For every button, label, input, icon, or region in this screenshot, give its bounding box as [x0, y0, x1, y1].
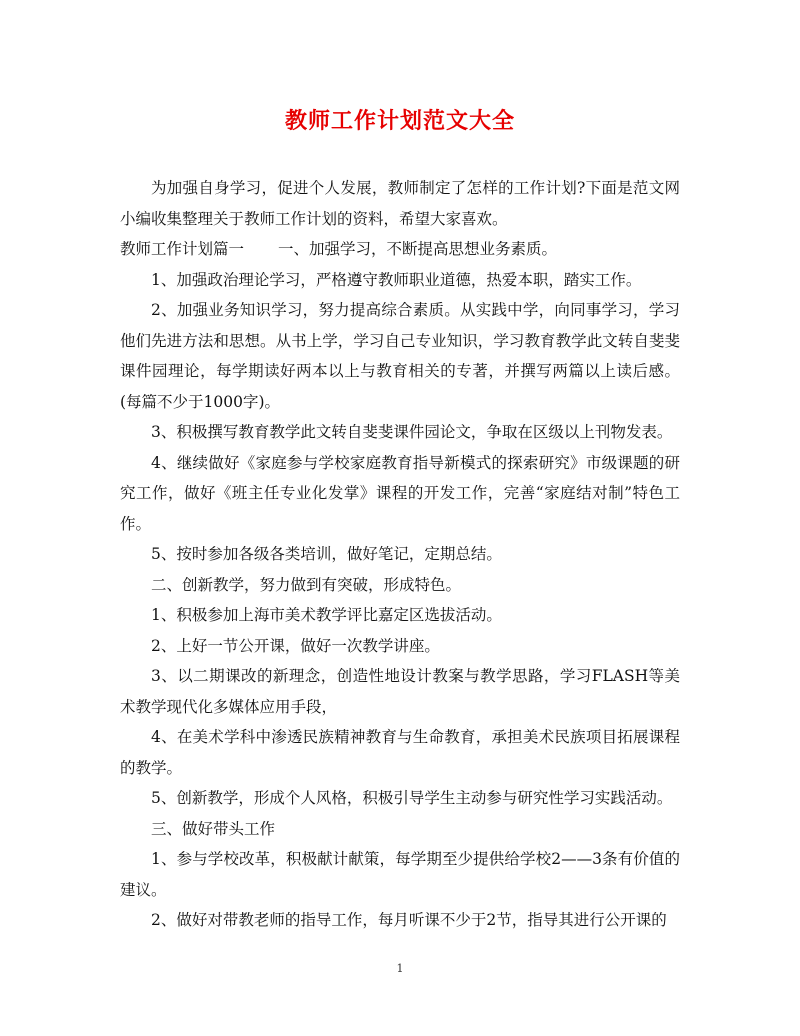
section-heading-line: [120, 234, 680, 265]
list-item: 2、上好一节公开课，做好一次教学讲座。: [151, 636, 440, 655]
list-item: 1、积极参加上海市美术教学评比嘉定区选拔活动。: [151, 606, 502, 624]
page-number: 1: [396, 962, 404, 975]
list-item: 2、加强业务知识学习，努力提高综合素质。从实践中学，向同事学习，学习他们先进方法和思想。从书上学，学习自己专业知识，学习教育教学此文转自斐斐课件园理论，每学期读好两本以上与教育相关的专著，并撰写两篇以上读后感。(每篇不少于1000字)。: [120, 301, 680, 411]
section-heading-3: 三、做好带头工作: [151, 819, 276, 838]
section-heading-1: 一、加强学习，不断提高思想业务素质。: [278, 240, 558, 258]
list-item: 1、参与学校改革，积极献计献策，每学期至少提供给学校2——3条有价值的建议。: [120, 850, 680, 899]
plan-part-label: 教师工作计划篇一: [120, 240, 245, 258]
section-heading-2: 二、创新教学，努力做到有突破，形成特色。: [151, 575, 462, 594]
document-body: [120, 173, 680, 936]
list-item: 5、按时参加各级各类培训，做好笔记，定期总结。: [151, 545, 502, 563]
list-item: 4、继续做好《家庭参与学校家庭教育指导新模式的探索研究》市级课题的研究工作，做好《班主任专业化发掌》课程的开发工作，完善“家庭结对制”特色工作。: [120, 453, 680, 533]
intro-paragraph: 为加强自身学习，促进个人发展，教师制定了怎样的工作计划?下面是范文网小编收集整理关于教师工作计划的资料，希望大家喜欢。: [120, 179, 680, 228]
list-item: 4、在美术学科中渗透民族精神教育与生命教育，承担美术民族项目拓展课程的教学。: [120, 728, 680, 777]
list-item: 3、以二期课改的新理念，创造性地设计教案与教学思路，学习FLASH等美术教学现代化多媒体应用手段，: [120, 667, 680, 716]
list-item: 3、积极撰写教育教学此文转自斐斐课件园论文，争取在区级以上刊物发表。: [151, 423, 673, 441]
list-item: 5、创新教学，形成个人风格，积极引导学生主动参与研究性学习实践活动。: [151, 789, 673, 807]
list-item: 1、加强政治理论学习，严格遵守教师职业道德，热爱本职，踏实工作。: [151, 270, 642, 289]
list-item: 2、做好对带教老师的指导工作，每月听课不少于2节，指导其进行公开课的: [151, 911, 667, 929]
document-title: 教师工作计划范文大全: [284, 108, 515, 134]
